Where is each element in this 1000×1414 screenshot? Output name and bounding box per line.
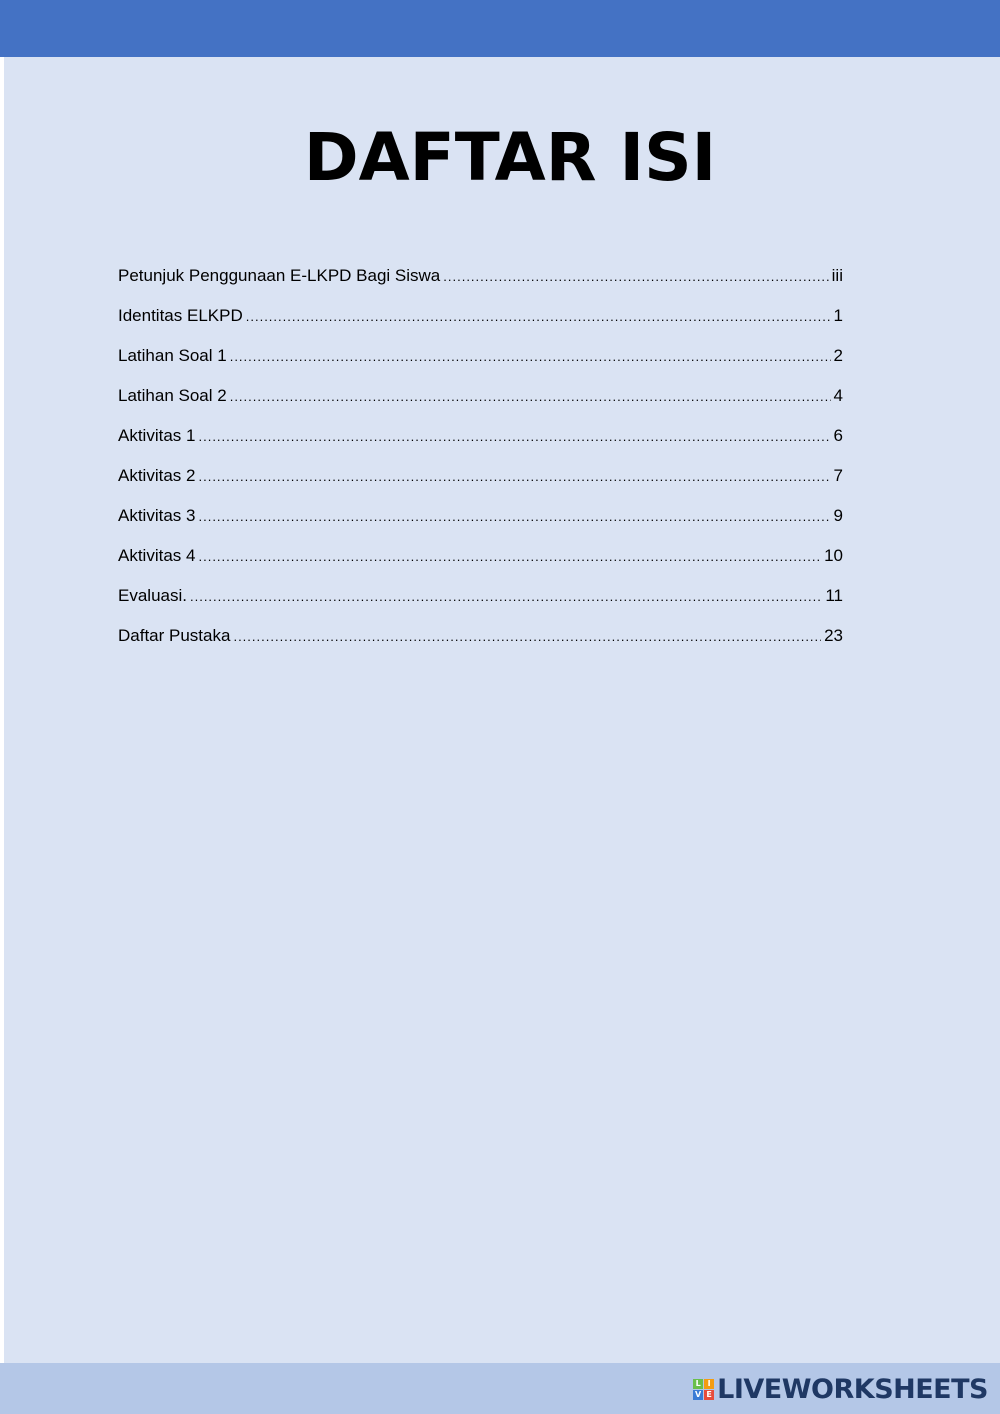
toc-dot-leader (230, 343, 831, 371)
toc-entry[interactable] (118, 542, 843, 582)
toc-entry-label: Aktivitas 2 (118, 466, 196, 485)
toc-entry-label: Aktivitas 1 (118, 426, 196, 445)
toc-dot-leader (198, 503, 830, 531)
toc-entry[interactable] (118, 502, 843, 542)
toc-entry-page: 10 (824, 546, 843, 565)
toc-dot-leader (198, 543, 821, 571)
toc-entry-label: Latihan Soal 2 (118, 386, 227, 405)
toc-entry-page: 23 (824, 626, 843, 645)
toc-entry[interactable] (118, 622, 843, 662)
toc-entry-label: Aktivitas 3 (118, 506, 196, 525)
toc-entry-label: Evaluasi. (118, 586, 187, 605)
toc-entry-page: 6 (833, 426, 843, 445)
toc-entry-page: 7 (833, 466, 843, 485)
toc-dot-leader (230, 383, 831, 411)
toc-dot-leader (198, 423, 830, 451)
toc-entry-label: Latihan Soal 1 (118, 346, 227, 365)
brand-name: LIVEWORKSHEETS (717, 1373, 988, 1405)
toc-entry-label: Petunjuk Penggunaan E-LKPD Bagi Siswa (118, 266, 441, 285)
toc-dot-leader (233, 623, 821, 651)
toc-entry-page: 11 (825, 586, 843, 605)
toc-entry[interactable] (118, 382, 843, 422)
toc-entry[interactable] (118, 262, 843, 302)
toc-entry[interactable] (118, 582, 843, 622)
toc-entry-label: Identitas ELKPD (118, 306, 243, 325)
toc-entry-label: Daftar Pustaka (118, 626, 231, 645)
toc-dot-leader (443, 263, 828, 291)
toc-entry-page: iii (831, 266, 843, 285)
toc-entry-label: Aktivitas 4 (118, 546, 196, 565)
toc-dot-leader (198, 463, 830, 491)
toc-dot-leader (246, 303, 831, 331)
liveworksheets-logo-icon: L I V E (693, 1379, 714, 1400)
table-of-contents (118, 262, 843, 662)
toc-entry-page: 9 (833, 506, 843, 525)
toc-entry-page: 2 (833, 346, 843, 365)
page-title: DAFTAR ISI (303, 119, 717, 196)
header-bar (0, 0, 1000, 57)
toc-entry-page: 4 (833, 386, 843, 405)
toc-entry[interactable] (118, 462, 843, 502)
toc-entry[interactable] (118, 302, 843, 342)
toc-entry-page: 1 (833, 306, 843, 325)
toc-dot-leader (190, 583, 822, 611)
toc-entry[interactable] (118, 422, 843, 462)
toc-entry[interactable] (118, 342, 843, 382)
page-left-edge (0, 0, 4, 1414)
liveworksheets-brand[interactable] (693, 1373, 988, 1405)
